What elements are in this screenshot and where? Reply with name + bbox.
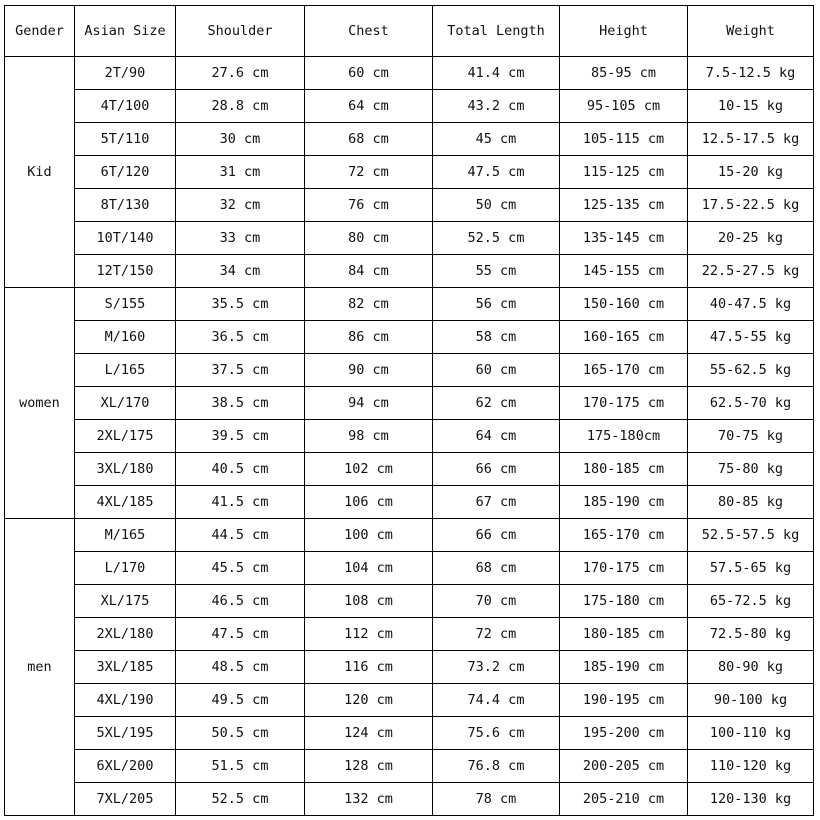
cell-weight: 90-100 kg: [688, 684, 814, 717]
cell-total-length: 70 cm: [433, 585, 560, 618]
cell-shoulder: 48.5 cm: [176, 651, 305, 684]
table-row: [5, 321, 814, 354]
cell-weight: 62.5-70 kg: [688, 387, 814, 420]
cell-chest: 86 cm: [305, 321, 433, 354]
cell-total-length: 45 cm: [433, 123, 560, 156]
cell-chest: 94 cm: [305, 387, 433, 420]
table-row: [5, 486, 814, 519]
cell-total-length: 50 cm: [433, 189, 560, 222]
cell-chest: 102 cm: [305, 453, 433, 486]
cell-total-length: 72 cm: [433, 618, 560, 651]
header-chest: Chest: [305, 6, 433, 57]
cell-shoulder: 44.5 cm: [176, 519, 305, 552]
cell-height: 205-210 cm: [560, 783, 688, 816]
cell-chest: 64 cm: [305, 90, 433, 123]
table-row: [5, 717, 814, 750]
cell-weight: 75-80 kg: [688, 453, 814, 486]
cell-chest: 128 cm: [305, 750, 433, 783]
cell-weight: 120-130 kg: [688, 783, 814, 816]
cell-asian-size: 3XL/180: [75, 453, 176, 486]
cell-shoulder: 39.5 cm: [176, 420, 305, 453]
cell-weight: 47.5-55 kg: [688, 321, 814, 354]
cell-height: 195-200 cm: [560, 717, 688, 750]
header-total-length: Total Length: [433, 6, 560, 57]
cell-shoulder: 32 cm: [176, 189, 305, 222]
header-gender: Gender: [5, 6, 75, 57]
table-row: [5, 387, 814, 420]
cell-chest: 72 cm: [305, 156, 433, 189]
cell-total-length: 60 cm: [433, 354, 560, 387]
table-row: [5, 519, 814, 552]
cell-total-length: 67 cm: [433, 486, 560, 519]
table-row: [5, 354, 814, 387]
cell-total-length: 41.4 cm: [433, 57, 560, 90]
header-height: Height: [560, 6, 688, 57]
cell-total-length: 58 cm: [433, 321, 560, 354]
table-row: [5, 684, 814, 717]
cell-asian-size: M/160: [75, 321, 176, 354]
cell-asian-size: 8T/130: [75, 189, 176, 222]
cell-height: 165-170 cm: [560, 354, 688, 387]
cell-height: 135-145 cm: [560, 222, 688, 255]
cell-height: 170-175 cm: [560, 552, 688, 585]
cell-total-length: 68 cm: [433, 552, 560, 585]
table-row: [5, 156, 814, 189]
table-row: [5, 222, 814, 255]
cell-total-length: 66 cm: [433, 519, 560, 552]
cell-height: 185-190 cm: [560, 486, 688, 519]
table-row: [5, 57, 814, 90]
cell-height: 175-180 cm: [560, 585, 688, 618]
cell-total-length: 66 cm: [433, 453, 560, 486]
cell-height: 160-165 cm: [560, 321, 688, 354]
cell-total-length: 64 cm: [433, 420, 560, 453]
cell-shoulder: 31 cm: [176, 156, 305, 189]
cell-weight: 70-75 kg: [688, 420, 814, 453]
cell-asian-size: L/165: [75, 354, 176, 387]
table-row: [5, 585, 814, 618]
cell-chest: 104 cm: [305, 552, 433, 585]
cell-weight: 22.5-27.5 kg: [688, 255, 814, 288]
header-row: [5, 6, 814, 57]
cell-weight: 12.5-17.5 kg: [688, 123, 814, 156]
cell-weight: 55-62.5 kg: [688, 354, 814, 387]
cell-chest: 112 cm: [305, 618, 433, 651]
cell-chest: 124 cm: [305, 717, 433, 750]
cell-weight: 17.5-22.5 kg: [688, 189, 814, 222]
cell-height: 145-155 cm: [560, 255, 688, 288]
size-table-body: [5, 57, 814, 816]
cell-shoulder: 50.5 cm: [176, 717, 305, 750]
cell-height: 190-195 cm: [560, 684, 688, 717]
cell-weight: 7.5-12.5 kg: [688, 57, 814, 90]
cell-height: 200-205 cm: [560, 750, 688, 783]
cell-shoulder: 27.6 cm: [176, 57, 305, 90]
cell-asian-size: M/165: [75, 519, 176, 552]
cell-shoulder: 46.5 cm: [176, 585, 305, 618]
cell-asian-size: 7XL/205: [75, 783, 176, 816]
cell-asian-size: 4T/100: [75, 90, 176, 123]
cell-shoulder: 41.5 cm: [176, 486, 305, 519]
cell-chest: 76 cm: [305, 189, 433, 222]
cell-weight: 65-72.5 kg: [688, 585, 814, 618]
cell-total-length: 76.8 cm: [433, 750, 560, 783]
cell-asian-size: 6T/120: [75, 156, 176, 189]
cell-shoulder: 51.5 cm: [176, 750, 305, 783]
size-chart: [4, 5, 814, 816]
cell-asian-size: 6XL/200: [75, 750, 176, 783]
header-asian-size: Asian Size: [75, 6, 176, 57]
table-row: [5, 189, 814, 222]
cell-weight: 15-20 kg: [688, 156, 814, 189]
header-shoulder: Shoulder: [176, 6, 305, 57]
cell-height: 85-95 cm: [560, 57, 688, 90]
cell-height: 175-180cm: [560, 420, 688, 453]
cell-total-length: 74.4 cm: [433, 684, 560, 717]
cell-total-length: 75.6 cm: [433, 717, 560, 750]
cell-asian-size: 2XL/180: [75, 618, 176, 651]
cell-chest: 60 cm: [305, 57, 433, 90]
cell-shoulder: 45.5 cm: [176, 552, 305, 585]
cell-chest: 84 cm: [305, 255, 433, 288]
cell-shoulder: 36.5 cm: [176, 321, 305, 354]
cell-total-length: 56 cm: [433, 288, 560, 321]
cell-shoulder: 28.8 cm: [176, 90, 305, 123]
cell-total-length: 43.2 cm: [433, 90, 560, 123]
cell-weight: 80-90 kg: [688, 651, 814, 684]
cell-height: 125-135 cm: [560, 189, 688, 222]
table-row: [5, 651, 814, 684]
cell-chest: 98 cm: [305, 420, 433, 453]
cell-asian-size: 2XL/175: [75, 420, 176, 453]
cell-chest: 120 cm: [305, 684, 433, 717]
size-table: [4, 5, 814, 816]
cell-weight: 20-25 kg: [688, 222, 814, 255]
cell-height: 150-160 cm: [560, 288, 688, 321]
table-row: [5, 618, 814, 651]
cell-total-length: 55 cm: [433, 255, 560, 288]
header-weight: Weight: [688, 6, 814, 57]
cell-total-length: 62 cm: [433, 387, 560, 420]
cell-asian-size: XL/170: [75, 387, 176, 420]
cell-shoulder: 34 cm: [176, 255, 305, 288]
cell-weight: 52.5-57.5 kg: [688, 519, 814, 552]
table-row: [5, 783, 814, 816]
cell-shoulder: 35.5 cm: [176, 288, 305, 321]
cell-weight: 40-47.5 kg: [688, 288, 814, 321]
gender-cell: women: [5, 288, 75, 519]
cell-weight: 80-85 kg: [688, 486, 814, 519]
cell-total-length: 47.5 cm: [433, 156, 560, 189]
cell-chest: 90 cm: [305, 354, 433, 387]
cell-asian-size: 5T/110: [75, 123, 176, 156]
cell-chest: 108 cm: [305, 585, 433, 618]
cell-height: 170-175 cm: [560, 387, 688, 420]
table-row: [5, 288, 814, 321]
cell-weight: 110-120 kg: [688, 750, 814, 783]
table-row: [5, 552, 814, 585]
table-row: [5, 255, 814, 288]
cell-shoulder: 52.5 cm: [176, 783, 305, 816]
cell-chest: 68 cm: [305, 123, 433, 156]
cell-chest: 116 cm: [305, 651, 433, 684]
cell-asian-size: XL/175: [75, 585, 176, 618]
table-row: [5, 420, 814, 453]
cell-height: 105-115 cm: [560, 123, 688, 156]
cell-chest: 100 cm: [305, 519, 433, 552]
cell-shoulder: 49.5 cm: [176, 684, 305, 717]
table-row: [5, 453, 814, 486]
cell-asian-size: 10T/140: [75, 222, 176, 255]
cell-weight: 57.5-65 kg: [688, 552, 814, 585]
cell-total-length: 52.5 cm: [433, 222, 560, 255]
cell-asian-size: 4XL/185: [75, 486, 176, 519]
cell-height: 180-185 cm: [560, 618, 688, 651]
cell-chest: 132 cm: [305, 783, 433, 816]
cell-asian-size: L/170: [75, 552, 176, 585]
cell-height: 165-170 cm: [560, 519, 688, 552]
cell-shoulder: 40.5 cm: [176, 453, 305, 486]
cell-height: 95-105 cm: [560, 90, 688, 123]
gender-cell: men: [5, 519, 75, 816]
cell-asian-size: S/155: [75, 288, 176, 321]
cell-chest: 106 cm: [305, 486, 433, 519]
cell-total-length: 78 cm: [433, 783, 560, 816]
cell-shoulder: 33 cm: [176, 222, 305, 255]
cell-weight: 72.5-80 kg: [688, 618, 814, 651]
cell-weight: 100-110 kg: [688, 717, 814, 750]
cell-asian-size: 2T/90: [75, 57, 176, 90]
cell-shoulder: 38.5 cm: [176, 387, 305, 420]
cell-height: 180-185 cm: [560, 453, 688, 486]
table-row: [5, 750, 814, 783]
gender-cell: Kid: [5, 57, 75, 288]
cell-asian-size: 4XL/190: [75, 684, 176, 717]
cell-chest: 82 cm: [305, 288, 433, 321]
cell-weight: 10-15 kg: [688, 90, 814, 123]
cell-asian-size: 5XL/195: [75, 717, 176, 750]
cell-asian-size: 12T/150: [75, 255, 176, 288]
table-row: [5, 123, 814, 156]
cell-chest: 80 cm: [305, 222, 433, 255]
cell-asian-size: 3XL/185: [75, 651, 176, 684]
cell-shoulder: 47.5 cm: [176, 618, 305, 651]
cell-total-length: 73.2 cm: [433, 651, 560, 684]
cell-shoulder: 37.5 cm: [176, 354, 305, 387]
cell-height: 185-190 cm: [560, 651, 688, 684]
cell-shoulder: 30 cm: [176, 123, 305, 156]
table-row: [5, 90, 814, 123]
cell-height: 115-125 cm: [560, 156, 688, 189]
